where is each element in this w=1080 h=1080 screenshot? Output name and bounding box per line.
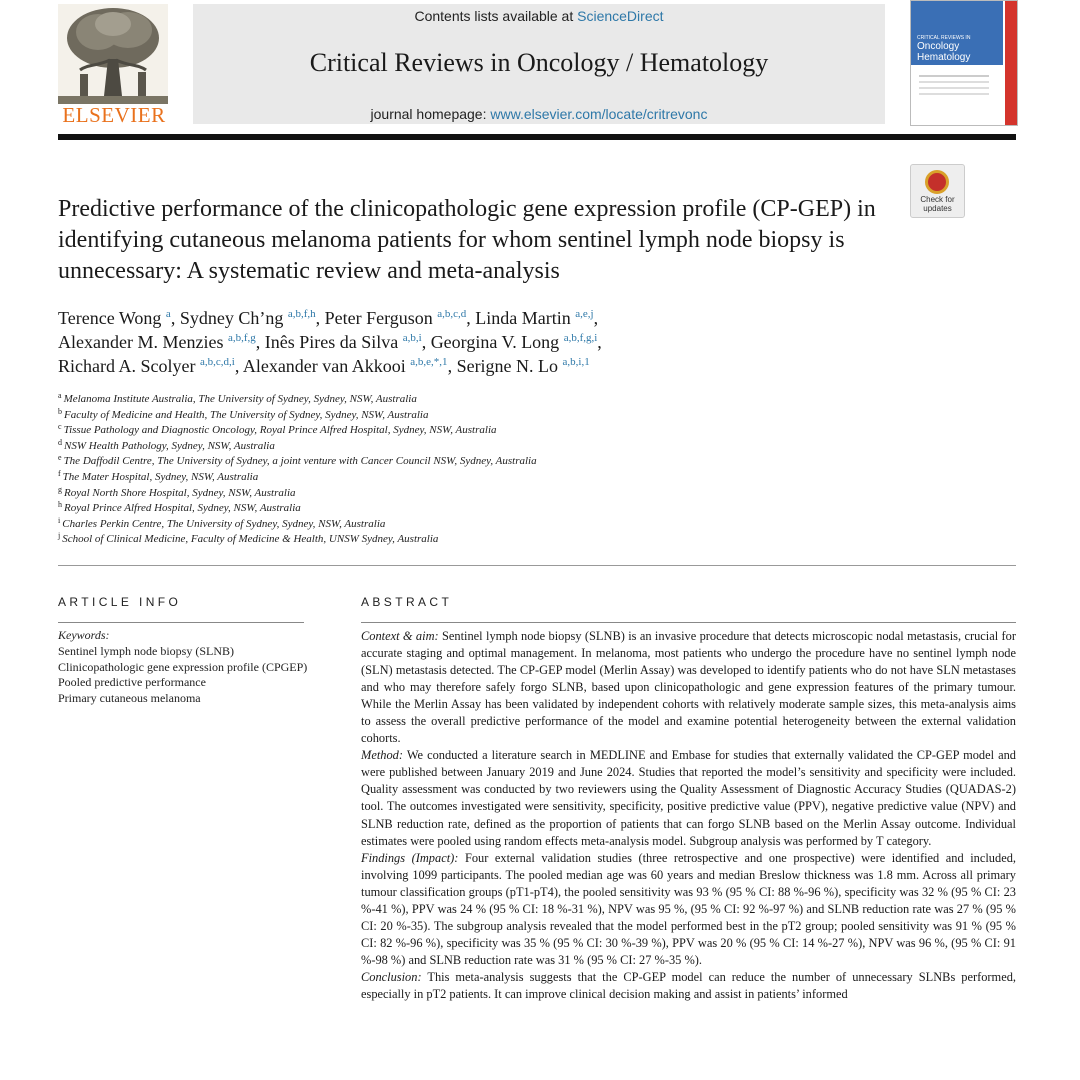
author-affil-link[interactable]: a,b,f,h [287, 308, 316, 320]
abstract-section: Conclusion: This meta-analysis suggests that the CP-GEP model can reduce the number of unnecessary SLNBs performed, especially in pT2 patients. It can improve clinical decision making and assist in patients’ informed [361, 969, 1016, 1001]
elsevier-wordmark: ELSEVIER [62, 103, 166, 127]
section-label: Context & aim: [361, 629, 439, 643]
author[interactable]: Alexander van Akkooi $^{a,b,e,*,1}$ [242, 356, 448, 376]
check-for-updates-button[interactable] [910, 164, 965, 218]
keywords-label: Keywords: [58, 628, 110, 642]
author-affil-link[interactable]: a,b,i [402, 332, 422, 344]
contents-prefix: Contents lists available at [414, 8, 578, 24]
author[interactable]: Serigne N. Lo $^{a,b,i,1}$ [456, 356, 590, 376]
cover-title-line2: Hematology [917, 52, 971, 63]
keyword[interactable]: Clinicopathologic gene expression profile (CPGEP) [58, 659, 308, 674]
homepage-link[interactable]: www.elsevier.com/locate/critrevonc [490, 106, 708, 122]
check-updates-label [911, 195, 964, 213]
author[interactable]: Sydney Ch’ng $^{a,b,f,h}$ [179, 308, 316, 328]
article-info-rule [58, 622, 304, 623]
affiliation: $^a$ Melanoma Institute Australia, The University of Sydney, Sydney, NSW, Australia [58, 391, 417, 405]
author-affil-link[interactable]: a,b,f,g,i [563, 332, 598, 344]
affiliation: $^b$ Faculty of Medicine and Health, The University of Sydney, Sydney, NSW, Australia [58, 406, 429, 421]
author[interactable]: Inês Pires da Silva $^{a,b,i}$ [264, 332, 422, 352]
author[interactable]: Richard A. Scolyer $^{a,b,c,d,i}$ [58, 356, 235, 376]
article-info-heading: ARTICLE INFO [58, 595, 182, 609]
cover-title-line1: Oncology [917, 41, 960, 52]
abstract-section: Method: We conducted a literature search in MEDLINE and Embase for studies that externally validated the CP-GEP model and were published between January 2019 and June 2024. Studies that reported the model’s sensitivity and specificity were included. Quality assessment was conducted by two reviewers using the Quality Assessment of Diagnostic Accuracy Studies (QUADAS-2) tool. The outcomes investigated were sensitivity, specificity, positive predictive value (PPV), negative predictive value (NPV) and SLNB reduction rate, defined as the proportion of patients that can forgo SLNB based on the Merlin Assay outcome. Individual estimates were pooled using random effects meta-analysis model. Subgroup analysis was performed by T category. [361, 748, 1016, 848]
affiliation-list [58, 392, 958, 548]
article-title: Predictive performance of the clinicopathologic gene expression profile (CP-GEP) in identifying cutaneous melanoma patients for whom sentinel lymph node biopsy is unnecessary: A systematic review and meta-analysis [58, 196, 876, 284]
affiliation: $^g$ Royal North Shore Hospital, Sydney, NSW, Australia [58, 484, 296, 499]
affiliation: $^i$ Charles Perkin Centre, The University of Sydney, Sydney, NSW, Australia [58, 515, 386, 530]
abstract-rule [361, 622, 1016, 623]
homepage-prefix: journal homepage: [370, 106, 491, 122]
author-affil-link[interactable]: a,e,j [575, 308, 594, 320]
section-divider [58, 565, 1016, 566]
journal-header [193, 4, 885, 124]
check-updates-line2: updates [923, 204, 952, 213]
cover-red-stripe [1005, 1, 1017, 125]
author[interactable]: Georgina V. Long $^{a,b,f,g,i}$ [430, 332, 598, 352]
affiliation: $^j$ School of Clinical Medicine, Faculty of Medicine & Health, UNSW Sydney, Australia [58, 531, 439, 546]
section-label: Findings (Impact): [361, 850, 459, 865]
check-updates-line1: Check for [920, 195, 955, 204]
affiliation: $^f$ The Mater Hospital, Sydney, NSW, Australia [58, 468, 259, 483]
keyword[interactable]: Primary cutaneous melanoma [58, 691, 201, 706]
abstract-section: Context & aim: Sentinel lymph node biopsy (SLNB) is an invasive procedure that detects microscopic nodal metastasis, crucial for accurate staging and optimal management. In melanoma, most patients who undergo the procedure have no sentinel lymph node (SLN) metastasis detected. The CP-GEP model (Merlin Assay) was developed to identify patients who do not have SLN metastases and who may therefore safely forgo SLNB, based upon clinicopathologic and gene expression features of the primary tumour. While the Merlin Assay has been validated by independent cohorts with relatively moderate sample sizes, this meta-analysis aims to assess the overall predictive performance of the model and examine potential heterogeneity between the external validation cohorts. [361, 629, 1016, 746]
author[interactable]: Linda Martin $^{a,e,j}$ [475, 308, 594, 328]
section-label: Conclusion: [361, 969, 422, 984]
cover-title [917, 35, 970, 63]
cover-text-lines [919, 75, 989, 77]
sciencedirect-link[interactable]: ScienceDirect [577, 8, 664, 24]
section-label: Method: [361, 748, 403, 763]
keywords-block [58, 628, 308, 707]
journal-name: Critical Reviews in Oncology / Hematology [309, 48, 769, 77]
author-affil-link[interactable]: a,b,c,d,i [199, 356, 235, 368]
author-affil-link[interactable]: a [165, 308, 171, 320]
author[interactable]: Terence Wong $^a$ [58, 308, 171, 328]
author[interactable]: Peter Ferguson $^{a,b,c,d}$ [324, 308, 467, 328]
author-list: Terence Wong $^a$, Sydney Ch’ng $^{a,b,f,h}$, Peter Ferguson $^{a,b,c,d}$, Linda Martin $^{a,e,j}$, Alexander M. Menzies $^{a,b,f,g}$, Inês Pires da Silva $^{a,b,i}$, Georgina V. Long $^{a,b,f,g,i}$, Richard A. Scolyer $^{a,b,c,d,i}$, Alexander van Akkooi $^{a,b,e,*,1}$, Serigne N. Lo $^{a,b,i,1}$ [58, 308, 602, 376]
affiliation: $^d$ NSW Health Pathology, Sydney, NSW, Australia [58, 437, 275, 452]
header-rule [58, 134, 1016, 140]
author-affil-link[interactable]: a,b,c,d [437, 308, 467, 320]
contents-line [193, 8, 885, 24]
author-affil-link[interactable]: a,b,e,*,1 [410, 356, 448, 368]
keyword[interactable]: Sentinel lymph node biopsy (SLNB) [58, 643, 234, 658]
journal-cover-thumbnail[interactable] [910, 0, 1018, 126]
keyword[interactable]: Pooled predictive performance [58, 675, 206, 690]
abstract-section: Findings (Impact): Four external validation studies (three retrospective and one prospective) were identified and included, involving 1099 participants. The pooled median age was 60 years and median Breslow thickness was 1.8 mm. Across all primary tumour classification groups (pT1-pT4), the pooled sensitivity was 93 % (95 % CI: 88 %-96 %), specificity was 32 % (95 % CI: 23 %-41 %), PPV was 24 % (95 % CI: 18 %-31 %), NPV was 95 %, (95 % CI: 92 %-97 %) and SLNB reduction rate was 27 % (95 % CI: 20 %-35). The subgroup analysis revealed that the model performed best in the pT2 group; pooled sensitivity was 91 % (95 % CI: 82 %-96 %), specificity was 35 % (95 % CI: 30 %-39 %), PPV was 20 % (95 % CI: 14 %-27 %), NPV was 96 %, (95 % CI: 91 %-98 %) and SLNB reduction rate was 31 % (95 % CI: 27 %-35 %). [361, 850, 1016, 967]
author-affil-link[interactable]: a,b,f,g [227, 332, 256, 344]
abstract-heading: ABSTRACT [361, 595, 453, 609]
check-updates-icon [925, 170, 949, 194]
affiliation: $^e$ The Daffodil Centre, The University of Sydney, a joint venture with Cancer Council NSW, Sydney, Australia [58, 453, 537, 468]
abstract-body [361, 628, 1016, 1003]
homepage-line [193, 106, 885, 122]
affiliation: $^c$ Tissue Pathology and Diagnostic Oncology, Royal Prince Alfred Hospital, Sydney, NSW, Australia [58, 422, 497, 437]
affiliation: $^h$ Royal Prince Alfred Hospital, Sydney, NSW, Australia [58, 500, 301, 515]
cover-small-text: CRITICAL REVIEWS IN [917, 35, 971, 41]
author-affil-link[interactable]: a,b,i,1 [562, 356, 590, 368]
author[interactable]: Alexander M. Menzies $^{a,b,f,g}$ [58, 332, 256, 352]
